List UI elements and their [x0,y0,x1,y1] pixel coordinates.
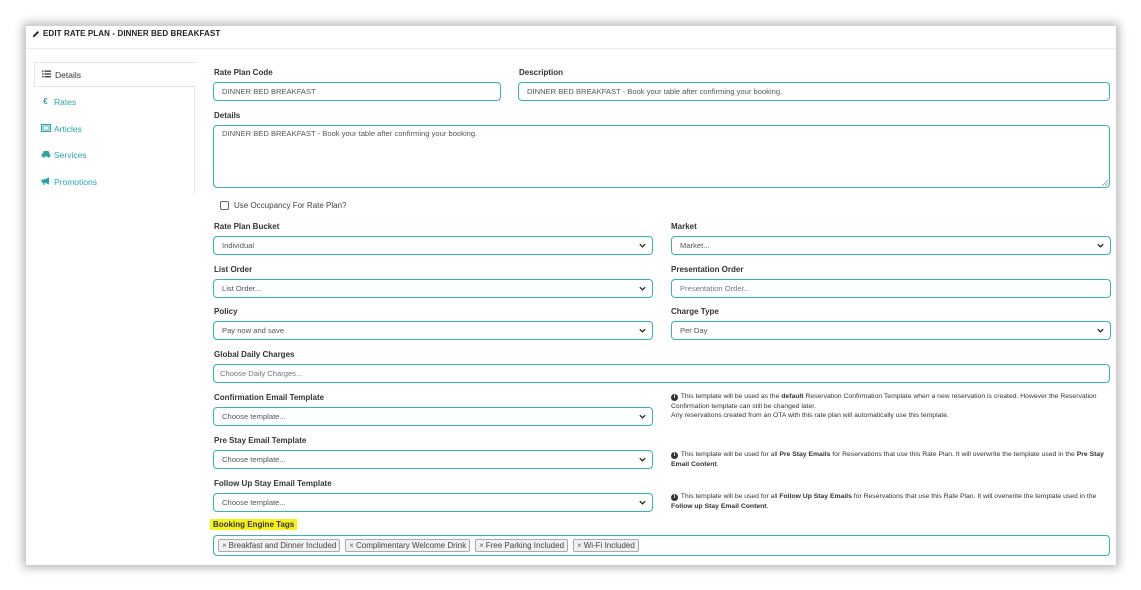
remove-tag-icon[interactable]: × [479,541,484,550]
tag-label: Wi-Fi Included [583,541,635,550]
note-text: Reservation Confirmation Template when a new reservation is created. However the Reservation Confirmation template can still be changed later. [671,393,1097,410]
tag-label: Free Parking Included [485,541,565,550]
charge-type-select[interactable] [671,321,1111,340]
chevron-down-icon [1096,326,1105,335]
chevron-down-icon [638,412,647,421]
sidebar-item-label: Rates [54,96,77,107]
description-input[interactable]: DINNER BED BREAKFAST - Book your table after confirming your booking. [518,82,1110,101]
pre-stay-template-note [671,450,1111,469]
chevron-down-icon [1096,241,1105,250]
title-divider [26,48,1116,49]
tag-chip [475,539,568,552]
note-text: This template will be used as the [680,393,780,400]
global-daily-charges-input[interactable]: Choose Daily Charges... [213,364,1110,383]
rate-plan-bucket-label: Rate Plan Bucket [214,222,280,231]
use-occupancy-row [220,201,347,210]
follow-up-stay-email-template-select[interactable] [213,493,653,512]
follow-up-template-note [671,492,1111,511]
booking-engine-tags-input[interactable] [213,535,1110,556]
sidebar-item-services[interactable] [34,142,195,167]
chevron-down-icon [638,455,647,464]
rate-plan-code-input[interactable]: DINNER BED BREAKFAST [213,82,501,101]
list-order-label: List Order [214,265,253,274]
select-value: Choose template... [222,498,286,507]
follow-up-stay-email-template-label: Follow Up Stay Email Template [214,479,332,488]
info-icon: i [671,494,678,501]
rate-plan-code-label: Rate Plan Code [214,68,273,77]
policy-label: Policy [214,307,238,316]
highlighted-label: Booking Engine Tags [210,519,297,530]
rate-plan-bucket-select[interactable] [213,236,653,255]
note-emphasis: Follow Up Stay Emails [779,493,852,500]
remove-tag-icon[interactable]: × [222,541,227,550]
megaphone-icon [40,177,51,187]
note-emphasis: Pre Stay Emails [779,451,831,458]
select-value: Per Day [680,326,708,335]
remove-tag-icon[interactable]: × [349,541,354,550]
sidebar-item-articles[interactable] [34,116,195,141]
remove-tag-icon[interactable]: × [577,541,582,550]
panel-title [32,29,220,38]
tag-chip [573,539,639,552]
sidebar-item-label: Promotions [54,176,97,187]
tag-label: Breakfast and Dinner Included [228,541,337,550]
chevron-down-icon [638,284,647,293]
note-text: This template will be used for all [680,451,778,458]
details-text: DINNER BED BREAKFAST - Book your table after confirming your booking. [222,129,478,138]
chevron-down-icon [638,326,647,335]
use-occupancy-label: Use Occupancy For Rate Plan? [234,201,347,210]
ticket-icon [40,124,51,134]
panel-title-text: EDIT RATE PLAN - DINNER BED BREAKFAST [43,29,221,38]
note-text: . [766,502,769,510]
list-icon [41,70,52,80]
presentation-order-label: Presentation Order [671,265,744,274]
edit-rate-plan-panel [26,26,1116,565]
confirmation-template-note [671,392,1111,421]
tag-chip [218,539,340,552]
charge-type-label: Charge Type [671,307,719,316]
confirmation-email-template-label: Confirmation Email Template [214,393,325,402]
select-value: Choose template... [222,412,286,421]
select-value: Individual [222,241,255,250]
sidebar-item-rates[interactable] [34,89,195,114]
resize-handle-icon[interactable] [1102,180,1108,186]
market-label: Market [671,222,697,231]
tag-chip [345,539,470,552]
presentation-order-input[interactable]: Presentation Order... [671,279,1111,298]
select-value: Market... [680,241,710,250]
details-label: Details [214,111,241,120]
policy-select[interactable] [213,321,653,340]
euro-icon: € [43,97,48,106]
note-emphasis: default [781,393,804,400]
car-icon [40,150,51,160]
note-text: for Reservations that use this Rate Plan. It will overwrite the template used in the [832,451,1075,458]
select-value: List Order... [222,284,262,293]
chevron-down-icon [638,498,647,507]
sidebar-item-details[interactable] [34,62,196,87]
global-daily-charges-label: Global Daily Charges [214,350,295,359]
tag-label: Complimentary Welcome Drink [355,541,467,550]
note-text: Any reservations created from an OTA with this rate plan will automatically use this template. [671,412,949,420]
select-value: Pay now and save [222,326,285,335]
note-text: This template will be used for all [680,493,778,500]
note-emphasis: Pre Stay Email Content [671,451,1104,468]
sidebar-item-label: Details [55,69,81,80]
pre-stay-email-template-label: Pre Stay Email Template [214,436,307,445]
sidebar [34,62,195,194]
sidebar-item-promotions[interactable] [34,169,195,194]
select-value: Choose template... [222,455,286,464]
list-order-select[interactable] [213,279,653,298]
pencil-icon [32,30,40,38]
note-text: . [716,460,719,468]
use-occupancy-checkbox[interactable] [220,201,229,210]
info-icon: i [671,394,678,401]
booking-engine-tags-label [210,520,297,529]
note-text: for Reservations that use this Rate Plan. It will overwrite the template used in the [853,493,1097,500]
market-select[interactable] [671,236,1111,255]
sidebar-item-label: Services [54,149,87,160]
note-emphasis: Follow up Stay Email Content [671,502,767,510]
description-label: Description [519,68,564,77]
sidebar-item-label: Articles [54,123,82,134]
details-textarea[interactable] [213,125,1110,188]
chevron-down-icon [638,241,647,250]
pre-stay-email-template-select[interactable] [213,450,653,469]
confirmation-email-template-select[interactable] [213,407,653,426]
info-icon: i [671,452,678,459]
